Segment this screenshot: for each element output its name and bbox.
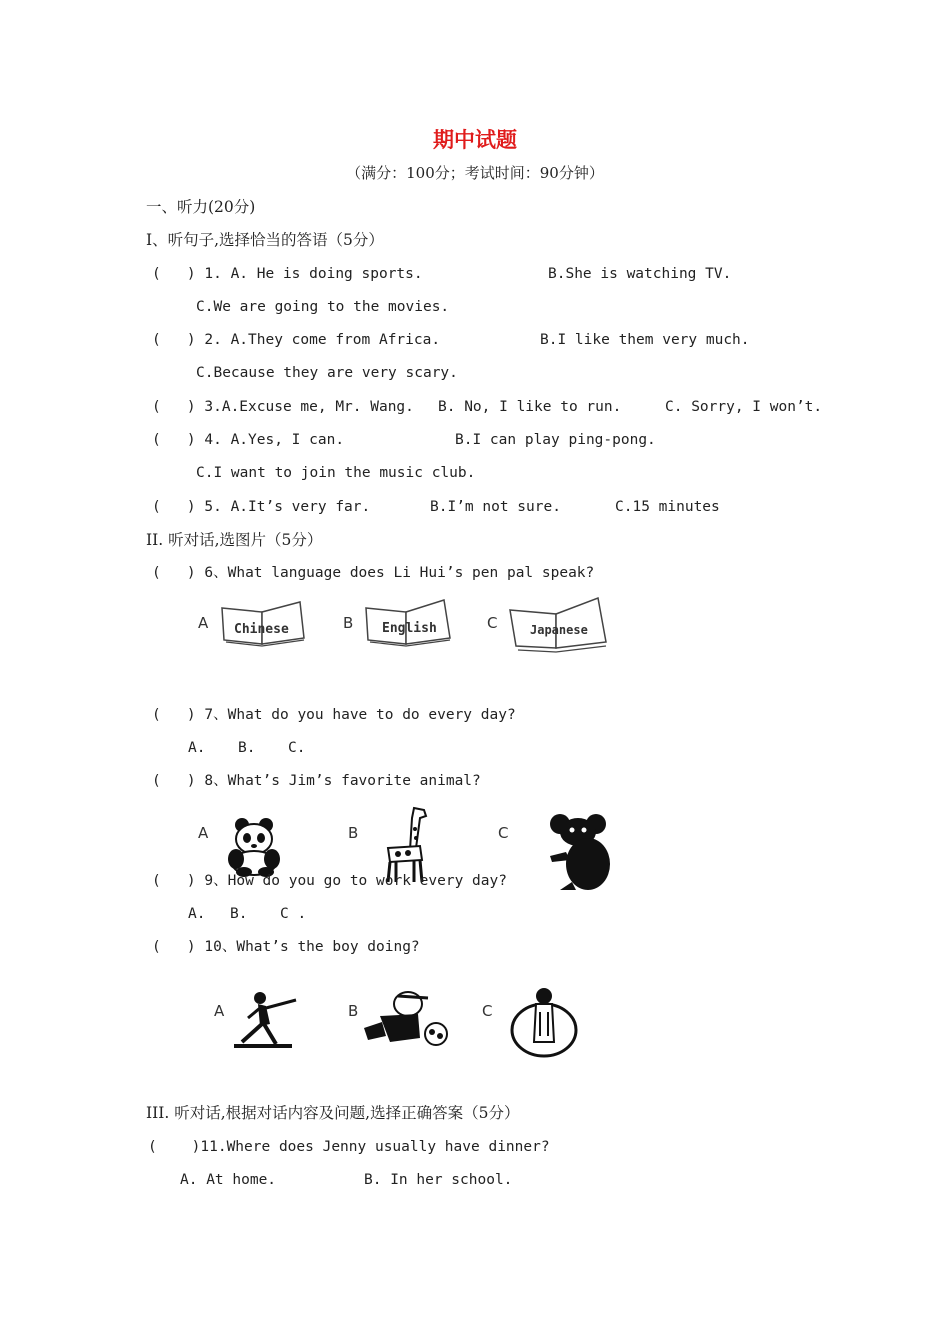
q1-option-b: B.She is watching TV.: [548, 266, 732, 282]
q1-option-c: C.We are going to the movies.: [196, 299, 450, 315]
q7-option-a: A.: [188, 740, 206, 756]
swing-boy-image: [508, 986, 580, 1060]
q2-stem: ( ) 2. A.They come from Africa.: [152, 332, 441, 348]
fencing-boy-image: [230, 988, 300, 1052]
q3-option-c: C. Sorry, I won’t.: [665, 399, 823, 415]
q4-option-c: C.I want to join the music club.: [196, 465, 476, 481]
q10-stem: ( ) 10、What’s the boy doing?: [152, 939, 420, 955]
q10-label-a: A: [214, 1002, 225, 1020]
q8-stem: ( ) 8、What’s Jim’s favorite animal?: [152, 773, 481, 789]
q9-option-b: B.: [230, 906, 248, 922]
q7-option-c: C.: [288, 740, 306, 756]
q2-option-b: B.I like them very much.: [540, 332, 750, 348]
section-heading: 一、听力(20分): [146, 198, 256, 216]
q6-label-c: C: [487, 614, 498, 632]
book-japanese-image: [506, 594, 610, 656]
q3-option-b: B. No, I like to run.: [438, 399, 622, 415]
q10-label-b: B: [348, 1002, 359, 1020]
q9-stem: ( ) 9、How do you go to work every day?: [152, 873, 507, 889]
q11-option-a: A. At home.: [180, 1172, 277, 1188]
q6-label-b: B: [343, 614, 354, 632]
q6-stem: ( ) 6、What language does Li Hui’s pen pal speak?: [152, 565, 595, 581]
book-chinese-image: [218, 598, 308, 650]
book-chinese-label: Chinese: [234, 622, 289, 637]
part2-heading: II. 听对话,选图片（5分）: [146, 531, 323, 549]
book-english-label: English: [382, 621, 437, 636]
q2-option-c: C.Because they are very scary.: [196, 365, 458, 381]
q5-stem: ( ) 5. A.It’s very far.: [152, 499, 371, 515]
soccer-boy-image: [360, 988, 452, 1052]
q9-option-a: A.: [188, 906, 206, 922]
q9-option-c: C .: [280, 906, 307, 922]
panda-image: [222, 815, 284, 877]
q10-label-c: C: [482, 1002, 493, 1020]
book-english-image: [362, 596, 454, 650]
q11-stem: ( )11.Where does Jenny usually have dinner?: [148, 1139, 550, 1155]
koala-image: [546, 812, 616, 892]
q4-option-b: B.I can play ping-pong.: [455, 432, 656, 448]
q1-stem: ( ) 1. A. He is doing sports.: [152, 266, 423, 282]
part1-heading: I、听句子,选择恰当的答语（5分）: [146, 231, 384, 249]
q7-stem: ( ) 7、What do you have to do every day?: [152, 707, 516, 723]
q7-option-b: B.: [238, 740, 256, 756]
q11-option-b: B. In her school.: [364, 1172, 513, 1188]
book-japanese-label: Japanese: [530, 623, 588, 637]
q8-label-a: A: [198, 824, 209, 842]
q6-label-a: A: [198, 614, 209, 632]
exam-title: 期中试题: [433, 128, 517, 152]
q8-label-c: C: [498, 824, 509, 842]
q4-stem: ( ) 4. A.Yes, I can.: [152, 432, 345, 448]
q8-label-b: B: [348, 824, 359, 842]
exam-subtitle: （满分：100分；考试时间：90分钟）: [346, 164, 604, 182]
part3-heading: III. 听对话,根据对话内容及问题,选择正确答案（5分）: [146, 1104, 520, 1122]
q5-option-c: C.15 minutes: [615, 499, 720, 515]
q3-stem: ( ) 3.A.Excuse me, Mr. Wang.: [152, 399, 414, 415]
q5-option-b: B.I’m not sure.: [430, 499, 561, 515]
